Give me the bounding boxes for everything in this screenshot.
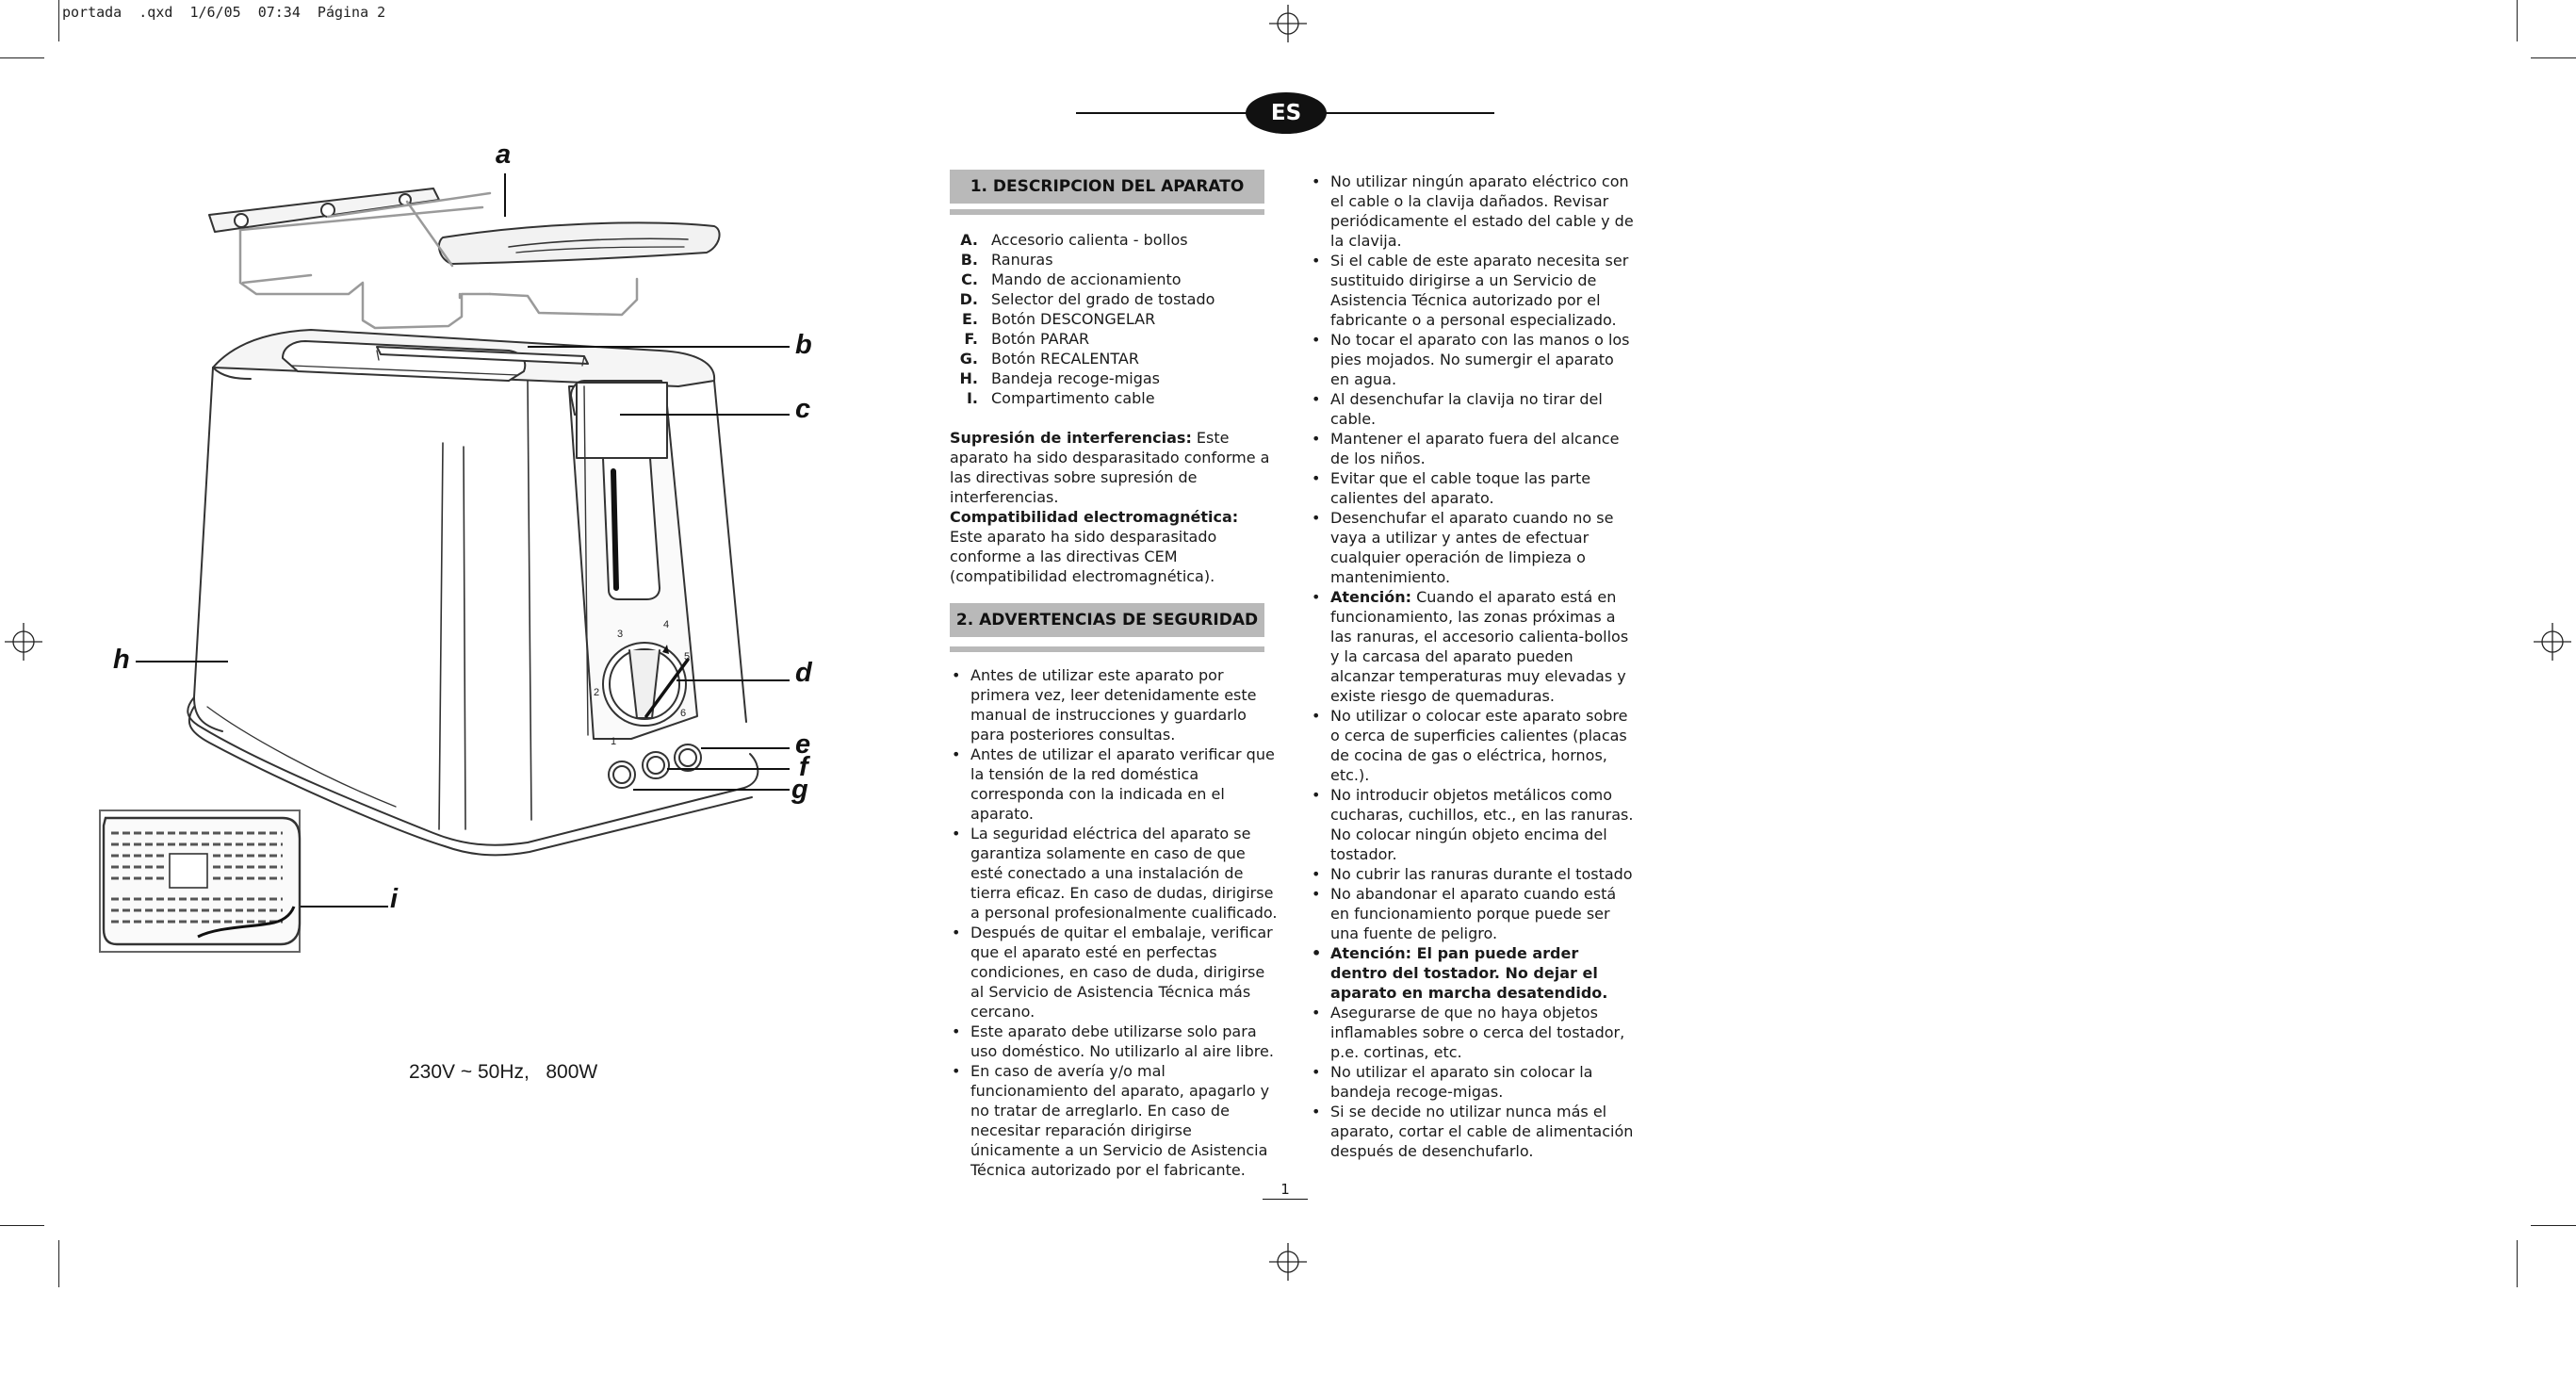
list-item: • No utilizar o colocar este aparato sobre o cerca de superficies calientes (placas de cocina de gas o eléctrica, hornos, etc.). <box>1310 706 1635 785</box>
callout-c: c <box>795 394 811 424</box>
section2-title-underline <box>950 646 1264 652</box>
list-item: • Asegurarse de que no haya objetos inflamables sobre o cerca del tostador, p.e. cortinas, etc. <box>1310 1003 1635 1062</box>
section1-title: 1. DESCRIPCION DEL APARATO <box>950 170 1264 204</box>
legend-item <box>950 309 1155 329</box>
legend-text: Botón RECALENTAR <box>991 350 1139 368</box>
list-item: • La seguridad eléctrica del aparato se garantiza solamente en caso de que esté conectado a una instalación de tierra eficaz. En caso de dudas, dirigirse a personal profesionalmente cualificado. <box>950 824 1280 923</box>
safety-list-col2 <box>1310 172 1635 1161</box>
list-item: • Desenchufar el aparato cuando no se vaya a utilizar y antes de efectuar cualquier operación de limpieza o mantenimiento. <box>1310 508 1635 587</box>
callout-e: e <box>795 729 811 760</box>
list-item: • Si el cable de este aparato necesita ser sustituido dirigirse a un Servicio de Asistencia Técnica autorizado por el fabricante o a personal especializado. <box>1310 251 1635 330</box>
dial-number: 3 <box>617 629 624 640</box>
dial-number: 5 <box>684 651 691 662</box>
dial-number: 4 <box>663 619 670 630</box>
legend-text: Ranuras <box>991 251 1053 269</box>
list-item: • Mantener el aparato fuera del alcance de los niños. <box>1310 429 1635 468</box>
dial-number: 1 <box>611 736 617 747</box>
list-item: • No tocar el aparato con las manos o los pies mojados. No sumergir el aparato en agua. <box>1310 330 1635 389</box>
list-item: • Antes de utilizar el aparato verificar que la tensión de la red doméstica corresponda con la indicada en el aparato. <box>950 744 1280 824</box>
dial-number: 6 <box>680 708 687 719</box>
legend-text: Accesorio calienta - bollos <box>991 231 1188 249</box>
slug-line: portada .qxd 1/6/05 07:34 Página 2 <box>62 4 386 21</box>
list-item: • No utilizar ningún aparato eléctrico con el cable o la clavija dañados. Revisar periódicamente el estado del cable y de la clavija. <box>1310 172 1635 251</box>
crop-mark <box>0 57 44 58</box>
crop-mark <box>58 0 59 41</box>
legend-text: Botón PARAR <box>991 330 1090 348</box>
interference-label: Supresión de interferencias: <box>950 429 1192 447</box>
legend-item <box>950 388 1155 408</box>
legend-item <box>950 349 1139 368</box>
legend-key: E. <box>961 310 978 328</box>
registration-mark <box>5 623 42 661</box>
callout-a: a <box>496 139 512 170</box>
crop-mark <box>2531 1225 2576 1226</box>
header-rule-right <box>1317 112 1494 114</box>
page-number: 1 <box>1280 1181 1290 1198</box>
list-item: • Este aparato debe utilizarse solo para uso doméstico. No utilizarlo al aire libre. <box>950 1022 1280 1061</box>
legend-text: Compartimento cable <box>991 389 1155 407</box>
callout-d: d <box>795 658 812 688</box>
list-item: • No abandonar el aparato cuando está en funcionamiento porque puede ser una fuente de peligro. <box>1310 884 1635 943</box>
page-number-rule <box>1263 1199 1308 1200</box>
attention-label: Atención: <box>1330 588 1412 606</box>
legend-text: Selector del grado de tostado <box>991 290 1215 308</box>
interference-paragraph <box>950 428 1270 507</box>
crop-mark <box>2531 57 2576 58</box>
list-item: • No utilizar el aparato sin colocar la bandeja recoge-migas. <box>1310 1062 1635 1102</box>
legend-key: C. <box>961 270 978 288</box>
legend-key: H. <box>959 369 978 387</box>
legend-key: D. <box>959 290 978 308</box>
emc-paragraph <box>950 507 1270 586</box>
legend-item <box>950 250 1053 270</box>
voltage-rating: 230V ~ 50Hz, 800W <box>409 1061 598 1083</box>
section2-title: 2. ADVERTENCIAS DE SEGURIDAD <box>950 603 1264 637</box>
list-item: • Si se decide no utilizar nunca más el aparato, cortar el cable de alimentación después de desenchufarlo. <box>1310 1102 1635 1161</box>
registration-mark <box>1269 1243 1307 1281</box>
legend-key: F. <box>964 330 978 348</box>
interference-text: Este aparato ha sido desparasitado conforme a las directivas sobre supresión de interferencias. <box>950 429 1270 506</box>
callout-i: i <box>390 884 399 914</box>
attention-item <box>1310 587 1635 706</box>
crop-mark <box>0 1225 44 1226</box>
legend-key: I. <box>966 389 978 407</box>
crop-mark <box>2517 0 2518 41</box>
section1-title-underline <box>950 209 1264 215</box>
legend-item <box>950 230 1188 250</box>
list-item: • Al desenchufar la clavija no tirar del cable. <box>1310 389 1635 429</box>
list-item: • En caso de avería y/o mal funcionamiento del aparato, apagarlo y no tratar de arreglarlo. En caso de necesitar reparación dirigirse únicamente a un Servicio de Asistencia Técnica autorizado por el fabricante. <box>950 1061 1280 1180</box>
legend-item <box>950 368 1160 388</box>
list-item: • Antes de utilizar este aparato por primera vez, leer detenidamente este manual de instrucciones y guardarlo para posteriores consultas. <box>950 665 1280 744</box>
list-item: • Evitar que el cable toque las parte calientes del aparato. <box>1310 468 1635 508</box>
callout-h: h <box>113 645 130 675</box>
dial-number: 2 <box>594 687 600 698</box>
attention-text: Cuando el aparato está en funcionamiento, las zonas próximas a las ranuras, el accesorio calienta-bollos y la carcasa del aparato pueden alcanzar temperaturas muy elevadas y existe riesgo de quemaduras. <box>1330 588 1629 705</box>
legend-key: A. <box>960 231 978 249</box>
legend-text: Botón DESCONGELAR <box>991 310 1156 328</box>
callout-g: g <box>791 775 808 805</box>
list-item: • No introducir objetos metálicos como cucharas, cuchillos, etc., en las ranuras. No colocar ningún objeto encima del tostador. <box>1310 785 1635 864</box>
legend-key: B. <box>960 251 978 269</box>
legend-item <box>950 329 1089 349</box>
bold-warning: • Atención: El pan puede arder dentro del tostador. No dejar el aparato en marcha desatendido. <box>1310 943 1635 1003</box>
callout-b: b <box>795 330 812 360</box>
legend-text: Mando de accionamiento <box>991 270 1182 288</box>
safety-list-col1 <box>950 665 1280 1180</box>
header-rule-left <box>1076 112 1255 114</box>
registration-mark <box>1269 5 1307 42</box>
legend-item <box>950 270 1182 289</box>
registration-mark <box>2534 623 2571 661</box>
list-item: • No cubrir las ranuras durante el tostado <box>1310 864 1635 884</box>
legend-key: G. <box>959 350 978 368</box>
crop-mark <box>58 1240 59 1287</box>
legend-item <box>950 289 1215 309</box>
language-badge: ES <box>1246 92 1327 134</box>
list-item: • Después de quitar el embalaje, verificar que el aparato esté en perfectas condiciones, en caso de duda, dirigirse al Servicio de Asistencia Técnica más cercano. <box>950 923 1280 1022</box>
callout-f: f <box>799 752 808 782</box>
emc-label: Compatibilidad electromagnética: <box>950 508 1239 526</box>
crop-mark <box>2517 1240 2518 1287</box>
emc-text: Este aparato ha sido desparasitado conforme a las directivas CEM (compatibilidad electromagnética). <box>950 528 1217 585</box>
toaster-illustration <box>94 132 810 999</box>
legend-text: Bandeja recoge-migas <box>991 369 1161 387</box>
